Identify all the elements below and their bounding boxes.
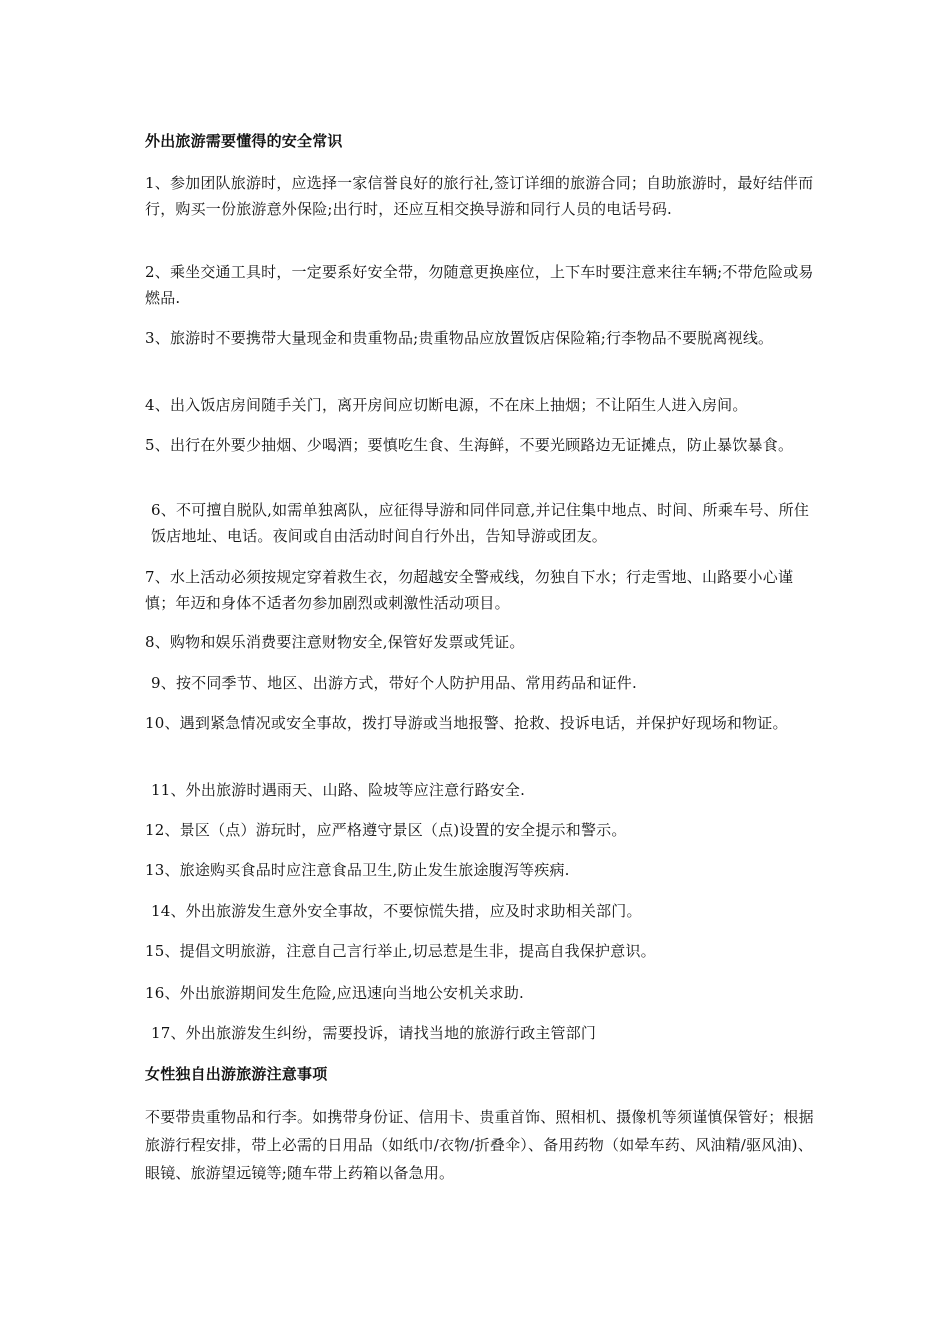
list-item: 12、景区（点）游玩时，应严格遵守景区（点)设置的安全提示和警示。 [145, 821, 627, 839]
paragraph: 不要带贵重物品和行李。如携带身份证、信用卡、贵重首饰、照相机、摄像机等须谨慎保管好；根据旅游行程安排，带上必需的日用品（如纸巾/衣物/折叠伞）、备用药物（如晕车药、风油精/驱风油)、眼镜、旅游望远镜等;随车带上药箱以备急用。 [145, 1108, 814, 1182]
list-item: 3、旅游时不要携带大量现金和贵重物品;贵重物品应放置饭店保险箱;行李物品不要脱离视线。 [145, 329, 774, 347]
list-item: 6、不可擅自脱队,如需单独离队，应征得导游和同伴同意,并记住集中地点、时间、所乘车号、所住饭店地址、电话。夜间或自由活动时间自行外出，告知导游或团友。 [151, 501, 810, 545]
list-item: 4、出入饭店房间随手关门，离开房间应切断电源，不在床上抽烟；不让陌生人进入房间。 [145, 396, 748, 414]
section-title-safety: 外出旅游需要懂得的安全常识 [145, 132, 343, 150]
list-item: 16、外出旅游期间发生危险,应迅速向当地公安机关求助. [145, 984, 525, 1002]
list-item: 5、出行在外要少抽烟、少喝酒；要慎吃生食、生海鲜，不要光顾路边无证摊点，防止暴饮暴食。 [145, 436, 794, 454]
list-item: 10、遇到紧急情况或安全事故，拨打导游或当地报警、抢救、投诉电话，并保护好现场和物证。 [145, 714, 788, 732]
list-item: 11、外出旅游时遇雨天、山路、险坡等应注意行路安全. [151, 781, 526, 799]
list-item: 2、乘坐交通工具时，一定要系好安全带，勿随意更换座位，上下车时要注意来往车辆;不带危险或易燃品. [145, 263, 814, 307]
list-item: 17、外出旅游发生纠纷，需要投诉，请找当地的旅游行政主管部门 [151, 1024, 597, 1042]
list-item: 8、购物和娱乐消费要注意财物安全,保管好发票或凭证。 [145, 633, 525, 651]
list-item: 15、提倡文明旅游，注意自己言行举止,切忌惹是生非，提高自我保护意识。 [145, 942, 656, 960]
list-item: 1、参加团队旅游时，应选择一家信誉良好的旅行社,签订详细的旅游合同；自助旅游时，最好结伴而行，购买一份旅游意外保险;出行时，还应互相交换导游和同行人员的电话号码. [145, 174, 814, 218]
list-item: 9、按不同季节、地区、出游方式，带好个人防护用品、常用药品和证件. [151, 674, 637, 692]
list-item: 7、水上活动必须按规定穿着救生衣，勿超越安全警戒线，勿独自下水；行走雪地、山路要小心谨慎；年迈和身体不适者勿参加剧烈或刺激性活动项目。 [145, 568, 794, 612]
section-title-women-travel: 女性独自出游旅游注意事项 [145, 1065, 328, 1083]
list-item: 13、旅途购买食品时应注意食品卫生,防止发生旅途腹泻等疾病. [145, 861, 570, 879]
list-item: 14、外出旅游发生意外安全事故，不要惊慌失措，应及时求助相关部门。 [151, 902, 642, 920]
